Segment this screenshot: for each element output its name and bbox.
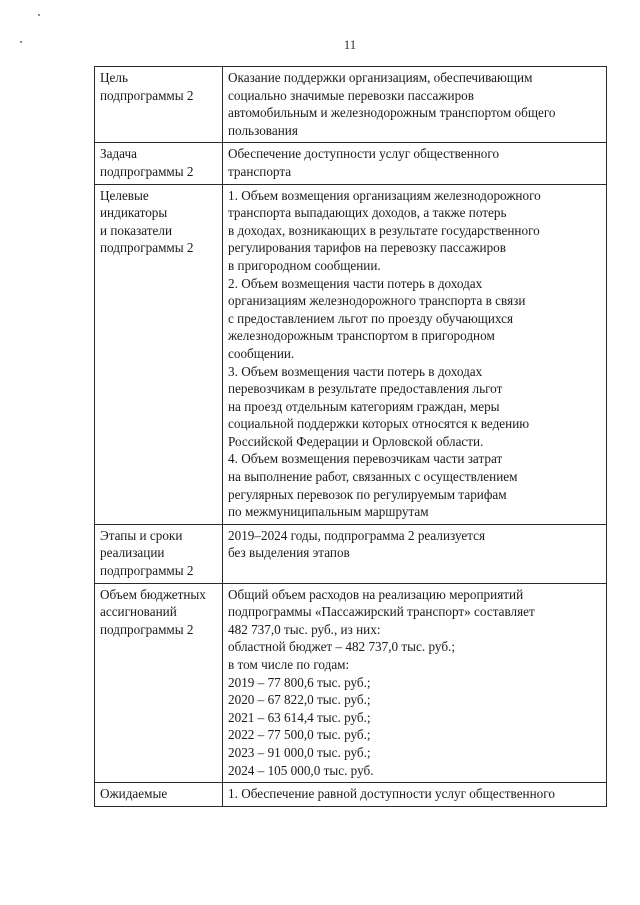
row-label-line: Целевые	[100, 187, 149, 203]
row-label-cell	[95, 583, 223, 783]
row-value-line: на проезд отдельным категориям граждан, меры	[228, 398, 500, 414]
row-label-line: Объем бюджетных	[100, 586, 206, 602]
row-value-line: регулирования тарифов на перевозку пассажиров	[228, 240, 506, 256]
row-label-line: подпрограммы 2	[100, 563, 194, 579]
row-value-line: в том числе по годам:	[228, 657, 350, 672]
page-number: 11	[343, 37, 357, 52]
table-row	[95, 143, 607, 184]
row-value-line: в пригородном сообщении.	[228, 257, 381, 273]
row-value-cell	[223, 143, 607, 184]
row-label-line: ассигнований	[100, 604, 177, 620]
row-value-line: железнодорожным транспортом в пригородном	[228, 328, 495, 344]
row-value-line: 1. Объем возмещения организациям железнодорожного	[228, 187, 541, 203]
row-value-cell	[223, 783, 607, 807]
row-value-line: Обеспечение доступности услуг общественного	[228, 146, 500, 162]
row-value-cell	[223, 184, 607, 524]
row-value-line: регулярных перевозок по регулируемым тарифам	[228, 486, 507, 502]
row-value-line: социальной поддержки которых относятся к ведению	[228, 416, 530, 432]
row-value-line: 2020 – 67 822,0 тыс. руб.;	[228, 692, 371, 708]
row-label-line: и показатели	[100, 222, 173, 238]
row-value-line: областной бюджет – 482 737,0 тыс. руб.;	[228, 639, 455, 655]
row-value-cell	[223, 524, 607, 583]
row-label-line: индикаторы	[100, 205, 168, 221]
row-value-line: без выделения этапов	[228, 545, 350, 561]
row-value-line: 2022 – 77 500,0 тыс. руб.;	[228, 727, 371, 743]
row-value-line: 2023 – 91 000,0 тыс. руб.;	[228, 744, 371, 760]
subprogram-passport-table	[94, 66, 607, 807]
row-value-line: 3. Объем возмещения части потерь в доходах	[228, 363, 483, 379]
table-row	[95, 67, 607, 143]
table-row	[95, 783, 607, 807]
row-value-line: 2. Объем возмещения части потерь в доходах	[228, 275, 483, 291]
row-value-line: организациям железнодорожного транспорта в связи	[228, 293, 526, 309]
row-value-line: 4. Объем возмещения перевозчикам части затрат	[228, 451, 503, 467]
row-value-line: Российской Федерации и Орловской области.	[228, 433, 484, 449]
row-value-line: сообщении.	[228, 345, 295, 361]
row-value-line: 2019–2024 годы, подпрограмма 2 реализуется	[228, 527, 486, 543]
row-label-cell	[95, 524, 223, 583]
row-label-line: Ожидаемые	[100, 786, 168, 802]
row-label-line: Задача	[100, 146, 137, 162]
table-row	[95, 184, 607, 524]
row-value-line: социально значимые перевозки пассажиров	[228, 87, 474, 103]
row-value-cell	[223, 67, 607, 143]
row-label-line: подпрограммы 2	[100, 87, 194, 103]
row-value-line: 482 737,0 тыс. руб., из них:	[228, 621, 381, 637]
row-value-line: по межмуниципальным маршрутам	[228, 504, 429, 520]
scan-speck	[38, 14, 40, 16]
row-value-line: транспорта выпадающих доходов, а также потерь	[228, 205, 507, 221]
row-value-line: 2021 – 63 614,4 тыс. руб.;	[228, 709, 371, 725]
row-label-cell	[95, 67, 223, 143]
row-value-line: 1. Обеспечение равной доступности услуг общественного	[228, 786, 555, 802]
row-label-line: подпрограммы 2	[100, 621, 194, 637]
row-value-line: автомобильным и железнодорожным транспортом общего	[228, 105, 556, 121]
row-label-line: Этапы и сроки	[100, 527, 183, 543]
row-value-line: Оказание поддержки организациям, обеспечивающим	[228, 70, 533, 85]
row-value-line: с предоставлением льгот по проезду обучающихся	[228, 310, 514, 326]
row-value-line: 2019 – 77 800,6 тыс. руб.;	[228, 674, 371, 690]
row-value-line: перевозчикам в результате предоставления льгот	[228, 381, 503, 397]
row-value-line: в доходах, возникающих в результате государственного	[228, 222, 540, 238]
row-label-cell	[95, 184, 223, 524]
row-value-line: на выполнение работ, связанных с осуществлением	[228, 469, 518, 485]
row-value-line: 2024 – 105 000,0 тыс. руб.	[228, 762, 374, 778]
row-value-line: Общий объем расходов на реализацию мероприятий	[228, 586, 524, 602]
row-value-line: пользования	[228, 122, 298, 138]
row-label-cell	[95, 783, 223, 807]
table-row	[95, 524, 607, 583]
row-value-cell	[223, 583, 607, 783]
row-label-cell	[95, 143, 223, 184]
row-label-line: подпрограммы 2	[100, 240, 194, 256]
row-label-line: Цель	[100, 70, 128, 85]
table-row	[95, 583, 607, 783]
row-value-line: подпрограммы «Пассажирский транспорт» составляет	[228, 604, 535, 620]
row-value-line: транспорта	[228, 163, 292, 179]
row-label-line: реализации	[100, 545, 165, 561]
row-label-line: подпрограммы 2	[100, 163, 194, 179]
